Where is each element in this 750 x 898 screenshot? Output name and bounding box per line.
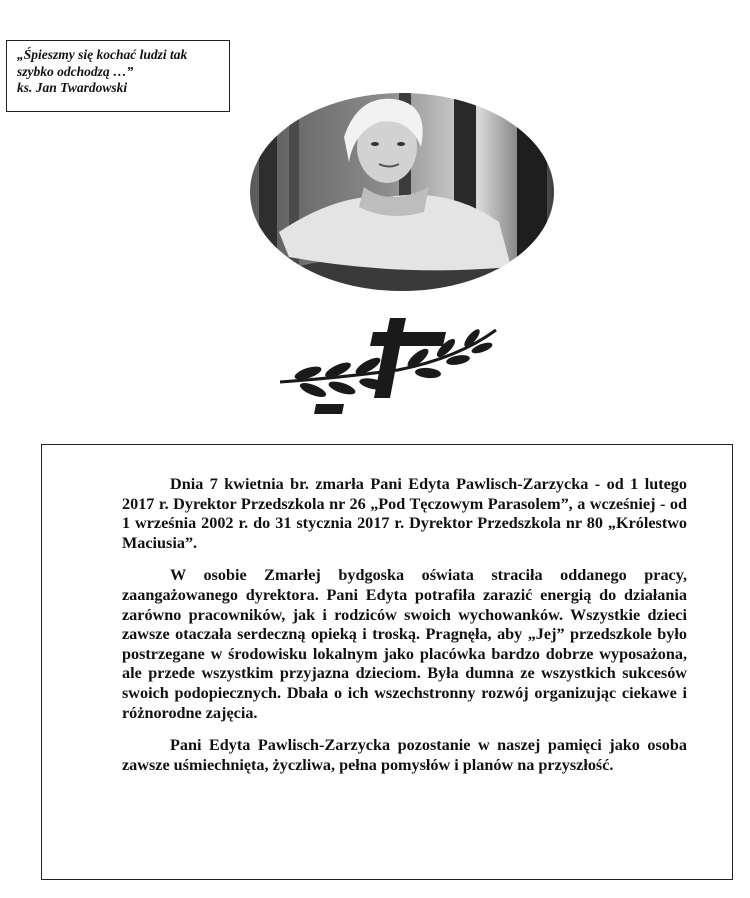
memorial-paragraph-1: Dnia 7 kwietnia br. zmarła Pani Edyta Pawlisch-Zarzycka - od 1 lutego 2017 r. Dyrektor Przedszkola nr 26 „Pod Tęczowym Parasolem”, a wcześniej - od 1 września 2002 r. do 31 stycznia 2017 r. Dyrektor Przedszkola nr 80 „Królestwo Maciusia”.	[122, 475, 687, 552]
quote-line-1: „Śpieszmy się kochać ludzi tak	[17, 47, 188, 62]
portrait-photo	[249, 92, 555, 292]
memorial-paragraph-3: Pani Edyta Pawlisch-Zarzycka pozostanie w naszej pamięci jako osoba zawsze uśmiechnięta, życzliwa, pełna pomysłów i planów na przyszłość.	[122, 736, 687, 774]
memorial-text-box	[41, 444, 733, 880]
cross-with-laurel-branch-icon	[278, 318, 498, 418]
quote-line-2: szybko odchodzą …”	[17, 63, 134, 79]
quote-box	[6, 40, 230, 112]
quote-author: ks. Jan Twardowski	[17, 80, 128, 95]
memorial-paragraph-2: W osobie Zmarłej bydgoska oświata straciła oddanego pracy, zaangażowanego dyrektora. Pani Edyta potrafiła zarazić energią do działania zarówno pracowników, jak i rodziców swoich wychowanków. Wszystkie dzieci zawsze otaczała serdeczną opieką i troską. Pragnęła, aby „Jej” przedszkole było postrzegane w środowisku lokalnym jako placówka bardzo dobrze wyposażona, ale przede wszystkim przyjazna dzieciom. Była dumna ze wszystkich sukcesów swoich podopiecznych. Dbała o ich wszechstronny rozwój organizując ciekawe i różnorodne zajęcia.	[122, 566, 687, 722]
